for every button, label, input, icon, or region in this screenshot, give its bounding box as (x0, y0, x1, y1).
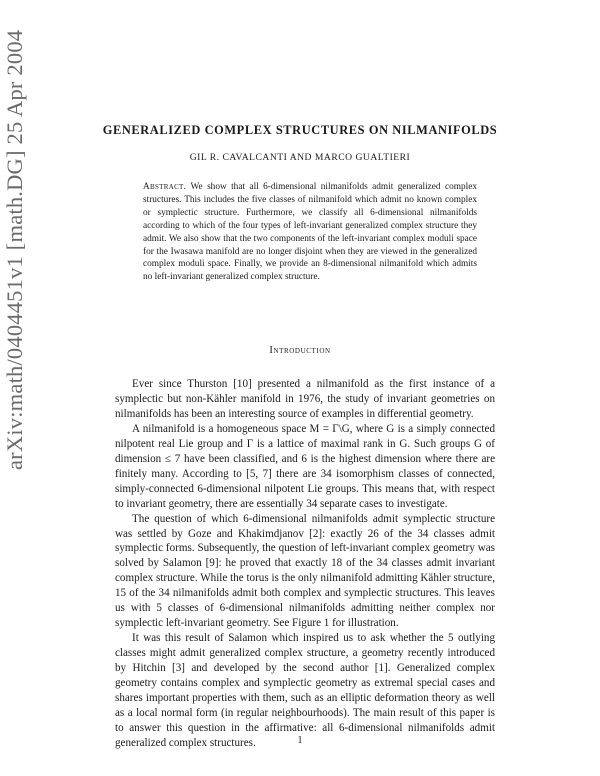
page-number: 1 (297, 735, 303, 746)
section-heading: Introduction (269, 345, 331, 356)
paragraph: A nilmanifold is a homogeneous space M = Γ\G, where G is a simply connected nilpotent real Lie group and Γ is a lattice of maximal rank in G. Such groups G of dimension ≤ 7 have been classified, and 6 is the highest dimension where there are finitely many. According to [5, 7] there are 34 isomorphism classes of connected, simply-connected 6-dimensional nilpotent Lie groups. This means that, with respect to invariant geometry, there are essentially 34 separate cases to investigate. (115, 422, 495, 510)
abstract-label: Abstract. (143, 182, 187, 192)
abstract (143, 181, 477, 284)
paragraph: The question of which 6-dimensional nilmanifolds admit symplectic structure was settled by Goze and Khakimdjanov [2]: exactly 26 of the 34 classes admit symplectic forms. Subsequently, the question of left-invariant complex geometry was solved by Salamon [9]: he proved that exactly 18 of the 34 classes admit invariant complex structure. While the torus is the only nilmanifold admitting Kähler structure, 15 of the 34 nilmanifolds admit both complex and symplectic structures. This leaves us with 5 classes of 6-dimensional nilmanifolds admitting neither complex nor symplectic left-invariant geometry. See Figure 1 for illustration. (115, 512, 495, 630)
paper-authors: GIL R. CAVALCANTI AND MARCO GUALTIERI (189, 152, 411, 163)
paragraph: Ever since Thurston [10] presented a nilmanifold as the first instance of a symplectic but non-Kähler manifold in 1976, the study of invariant geometries on nilmanifolds has been an interesting source of examples in differential geometry. (115, 378, 495, 420)
arxiv-identifier-stamp: arXiv:math/0404451v1 [math.DG] 25 Apr 2004 (2, 29, 27, 470)
body-text (115, 377, 495, 751)
paper-title: GENERALIZED COMPLEX STRUCTURES ON NILMANIFOLDS (102, 123, 498, 137)
abstract-text: We show that all 6-dimensional nilmanifolds admit generalized complex structures. This includes the five classes of nilmanifold which admit no known complex or symplectic structure. Furthermore, we classify all 6-dimensional nilmanifolds according to which of the four types of left-invariant generalized complex structure they admit. We also show that the two components of the left-invariant complex moduli space for the Iwasawa manifold are no longer disjoint when they are viewed in the generalized complex moduli space. Finally, we provide an 8-dimensional nilmanifold which admits no left-invariant generalized complex structure. (143, 182, 478, 283)
paragraph: It was this result of Salamon which inspired us to ask whether the 5 outlying classes might admit generalized complex structure, a geometry recently introduced by Hitchin [3] and developed by the second author [1]. Generalized complex geometry contains complex and symplectic geometry as extremal special cases and shares important properties with them, such as an elliptic deformation theory as well as a local normal form (in regular neighbourhoods). The main result of this paper is to answer this question in the affirmative: all 6-dimensional nilmanifolds admit generalized complex structures. (115, 632, 495, 749)
